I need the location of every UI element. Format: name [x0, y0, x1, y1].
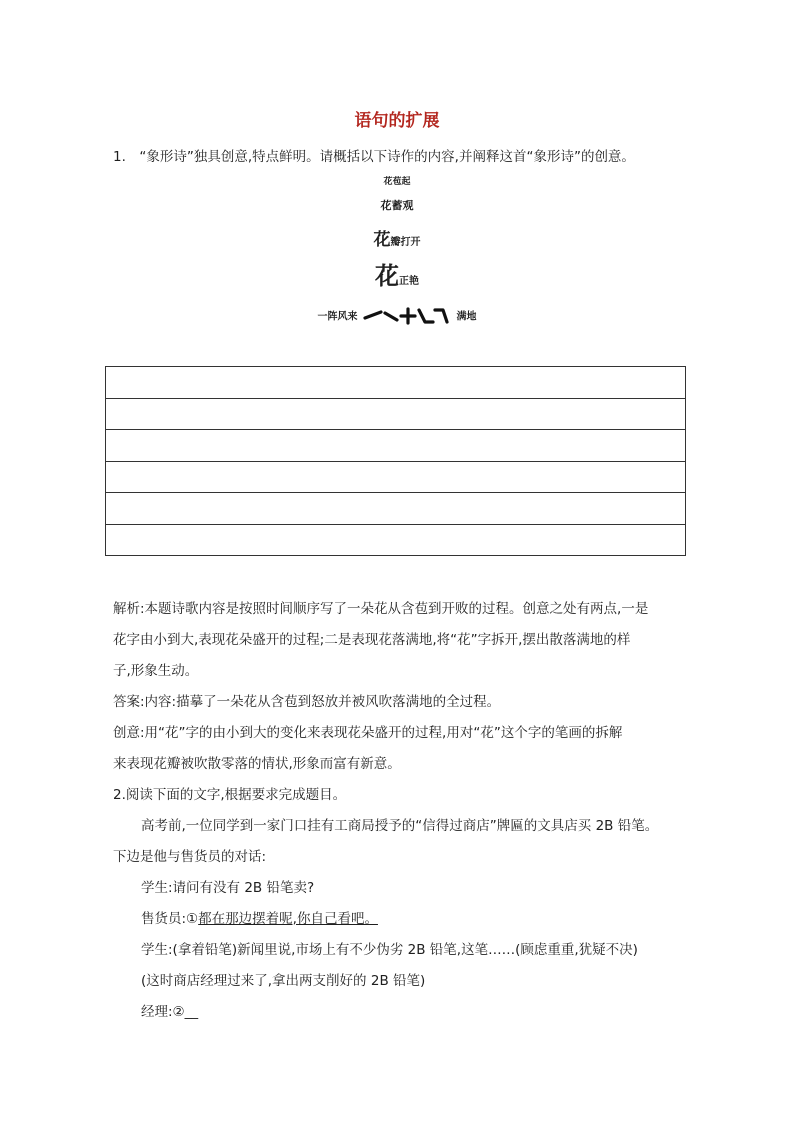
answer-row[interactable]: [106, 399, 685, 431]
poem-line-4-flower: 花: [375, 262, 399, 290]
dialog-student-1: 学生:请问有没有 2B 铅笔卖?: [141, 880, 315, 896]
answer-row[interactable]: [106, 430, 685, 462]
answer-row[interactable]: [106, 367, 685, 399]
question-2-heading: 2.阅读下面的文字,根据要求完成题目。: [113, 787, 347, 803]
poem-line-5: [0, 304, 794, 330]
question-2-passage-line-2: 下边是他与售货员的对话:: [113, 849, 267, 865]
dialog-manager: [141, 1000, 198, 1020]
dialog-clerk-underlined: 都在那边摆着呢,你自己看吧。: [198, 911, 378, 927]
answer-row[interactable]: [106, 462, 685, 494]
answer-row[interactable]: [106, 493, 685, 525]
answer-content: 答案:内容:描摹了一朵花从含苞到怒放并被风吹落满地的全过程。: [113, 694, 501, 710]
dialog-clerk-prefix: 售货员:①: [141, 911, 199, 927]
poem-line-2: 花蓄观: [380, 199, 414, 212]
dialog-student-2: 学生:(拿着铅笔)新闻里说,市场上有不少伪劣 2B 铅笔,这笔……(顾虑重重,犹疑不决): [141, 942, 638, 958]
question-2-passage-line-1: 高考前,一位同学到一家门口挂有工商局授予的“信得过商店”牌匾的文具店买 2B 铅笔。: [141, 818, 659, 834]
dialog-manager-prefix: 经理:②: [141, 1004, 185, 1020]
analysis-line-1: 解析:本题诗歌内容是按照时间顺序写了一朵花从含苞到开败的过程。创意之处有两点,一是: [113, 601, 649, 617]
dialog-manager-blank[interactable]: __: [184, 1004, 199, 1020]
analysis-line-3: 子,形象生动。: [113, 663, 199, 679]
page-title: 语句的扩展: [354, 111, 440, 131]
question-1-prompt: 1. “象形诗”独具创意,特点鲜明。请概括以下诗作的内容,并阐释这首“象形诗”的创意。: [113, 149, 635, 165]
answer-creative-line-1: 创意:用“花”字的由小到大的变化来表现花朵盛开的过程,用对“花”这个字的笔画的拆解: [113, 725, 623, 741]
poem-line-4: [0, 256, 794, 291]
poem-line-5-suffix: 满地: [456, 311, 477, 323]
poem-line-4-text: 正艳: [399, 276, 419, 287]
answer-creative-line-2: 来表现花瓣被吹散零落的情状,形象而富有新意。: [113, 756, 401, 772]
poem-line-3: [0, 225, 794, 250]
dialog-clerk: [141, 907, 378, 927]
dialog-stage-note: (这时商店经理过来了,拿出两支削好的 2B 铅笔): [141, 973, 426, 989]
poem-line-3-text: 瓣打开: [390, 237, 421, 248]
answer-grid[interactable]: [105, 366, 686, 556]
scattered-strokes-icon: [361, 304, 453, 326]
answer-row[interactable]: [106, 525, 685, 557]
poem-line-1: 花苞起: [383, 177, 411, 187]
analysis-line-2: 花字由小到大,表现花朵盛开的过程;二是表现花落满地,将“花”字拆开,摆出散落满地的样: [113, 632, 631, 648]
poem-line-3-flower: 花: [373, 230, 391, 250]
poem-line-5-prefix: 一阵风来: [317, 311, 358, 323]
